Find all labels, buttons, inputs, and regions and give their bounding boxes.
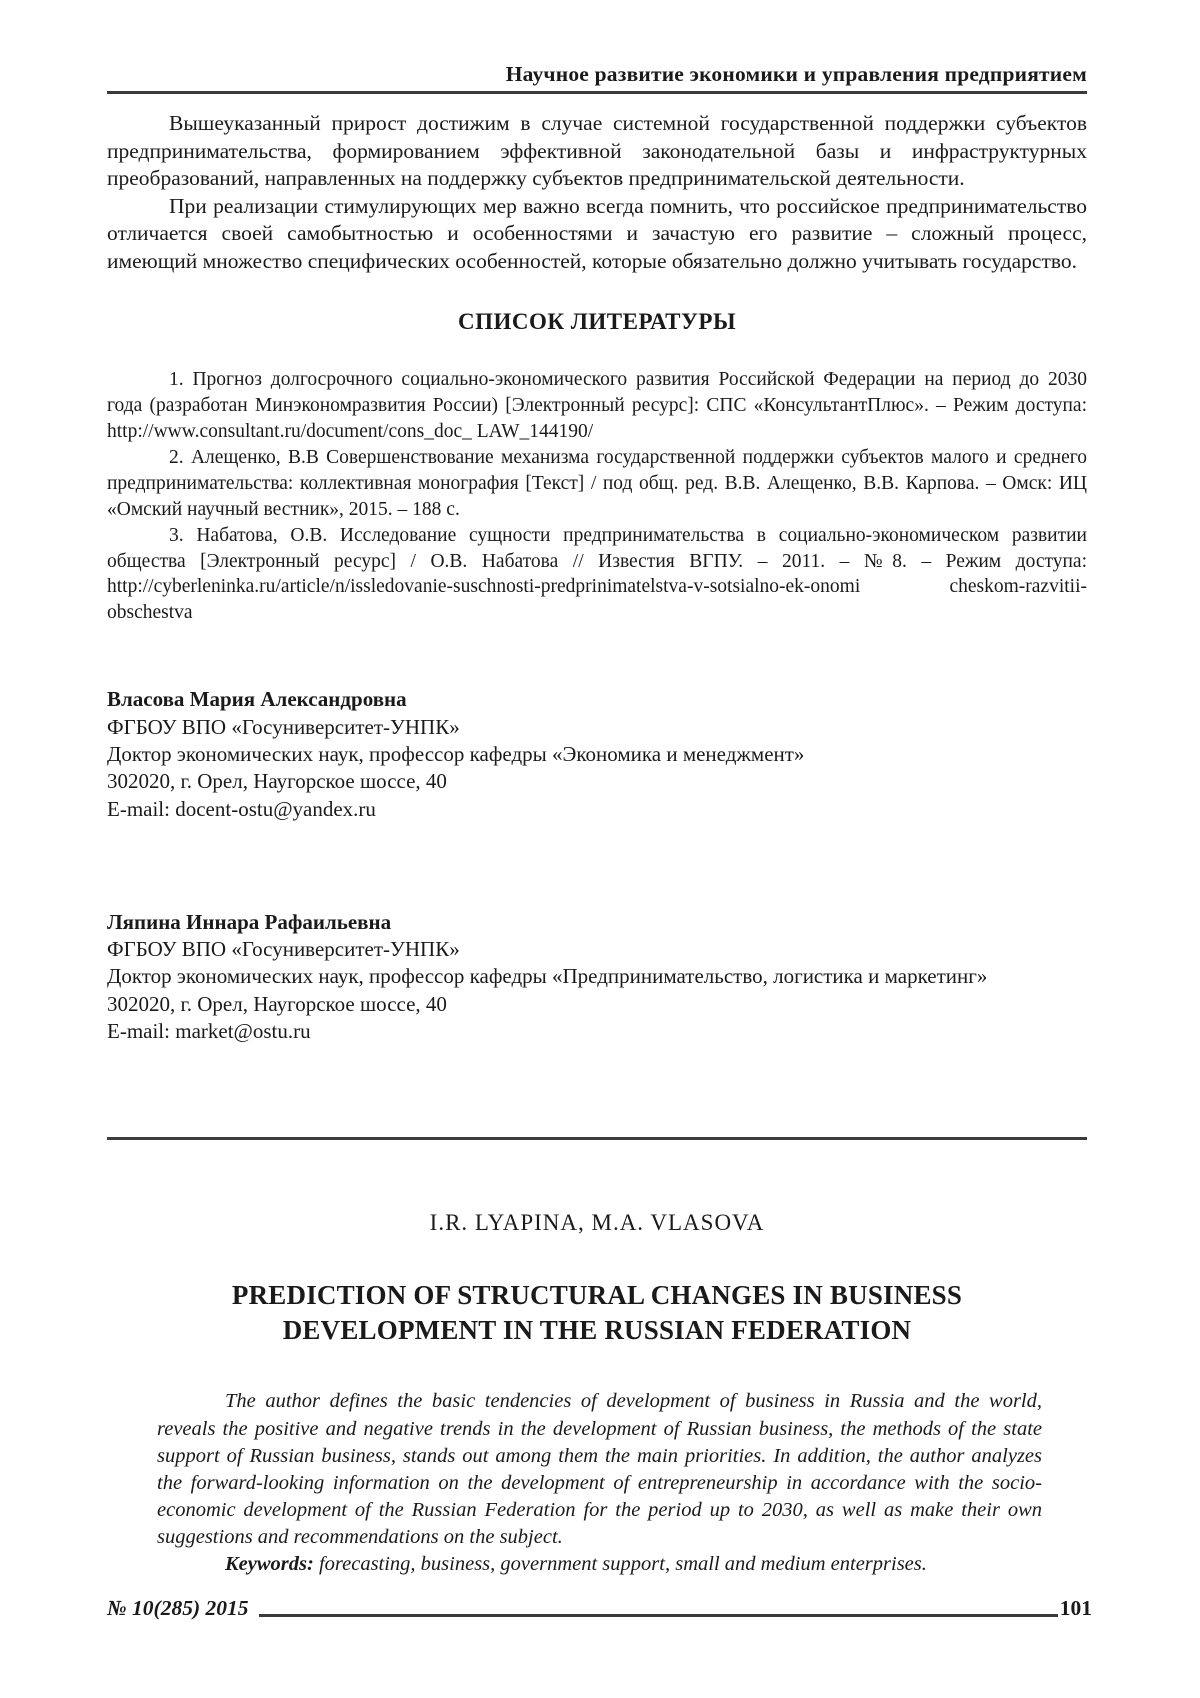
author-organization: ФГБОУ ВПО «Госуниверситет-УНПК» — [107, 714, 460, 739]
author-block-lyapina — [107, 909, 1087, 1045]
reference-item-3: 3. Набатова, О.В. Исследование сущности предпринимательства в социально-экономическом развитии общества [Электронный ресурс] / О.В. Набатова // Известия ВГПУ. – 2011. – №8. – Режим доступа: http://cyberleninka.ru/article/n/issledovanie-suschnosti-predprinimatelstva-v-sotsialno-ek-onomi cheskom-razvitii-obschestva — [107, 524, 1087, 624]
author-position: Доктор экономических наук, профессор кафедры «Предпринимательство, логистика и маркетинг» — [107, 964, 988, 989]
keywords-line — [157, 1551, 1042, 1578]
running-head-title: Научное развитие экономики и управления предприятием — [505, 62, 1087, 86]
author-name: Ляпина Иннара Рафаильевна — [107, 909, 392, 934]
article-title-english: PREDICTION OF STRUCTURAL CHANGES IN BUSINESS DEVELOPMENT IN THE RUSSIAN FEDERATION — [231, 1280, 963, 1346]
author-email: E-mail: market@ostu.ru — [107, 1018, 311, 1043]
author-address: 302020, г. Орел, Наугорское шоссе, 40 — [107, 769, 447, 794]
author-block-vlasova — [107, 686, 1087, 822]
body-paragraph-2: При реализации стимулирующих мер важно всегда помнить, что российское предпринимательство отличается своей самобытностью и особенностями и зачастую его развитие – сложный процесс, имеющий множество специфических особенностей, которые обязательно должно учитывать государство. — [107, 193, 1087, 273]
running-head — [107, 62, 1087, 94]
author-name: Власова Мария Александровна — [107, 687, 407, 712]
page-footer — [107, 1596, 1092, 1621]
author-organization: ФГБОУ ВПО «Госуниверситет-УНПК» — [107, 937, 460, 962]
keywords-text: forecasting, business, government support, small and medium enterprises. — [318, 1552, 927, 1575]
author-email: E-mail: docent-ostu@yandex.ru — [107, 796, 376, 821]
author-address: 302020, г. Орел, Наугорское шоссе, 40 — [107, 991, 447, 1016]
page-number: 101 — [1059, 1596, 1092, 1620]
reference-item-2: 2. Алещенко, В.В Совершенствование механизма государственной поддержки субъектов малого и среднего предпринимательства: коллективная монография [Текст] / под общ. ред. В.В. Алещенко, В.В. Карпова. – Омск: ИЦ «Омский научный вестник», 2015. – 188 с. — [107, 446, 1087, 520]
section-divider — [107, 1137, 1087, 1140]
reference-item-1: 1. Прогноз долгосрочного социально-экономического развития Российской Федерации на период до 2030 года (разработан Минэкономразвития России) [Электронный ресурс]: СПС «КонсультантПлюс». – Режим доступа: http://www.consultant.ru/document/cons_doc_ LAW_144190/ — [107, 369, 1087, 442]
english-authors-line: I.R. LYAPINA, M.A. VLASOVA — [429, 1210, 765, 1236]
footer-rule — [259, 1614, 1058, 1617]
abstract-text: The author defines the basic tendencies of development of business in Russia and the world, reveals the positive and negative trends in the development of Russian business, the methods of the state support of Russian business, stands out among them the main priorities. In addition, the author analyzes the forward-looking information on the development of entrepreneurship in accordance with the socio-economic development of the Russian Federation for the period up to 2030, as well as make their own suggestions and recommendations on the subject. — [157, 1390, 1042, 1548]
author-position: Доктор экономических наук, профессор кафедры «Экономика и менеджмент» — [107, 741, 805, 766]
references-heading: СПИСОК ЛИТЕРАТУРЫ — [457, 309, 737, 335]
body-paragraph-1: Вышеуказанный прирост достижим в случае системной государственной поддержки субъектов предпринимательства, формированием эффективной законодательной базы и инфраструктурных преобразований, направленных на поддержку субъектов предпринимательской деятельности. — [107, 111, 1087, 191]
page-content — [107, 62, 1087, 1578]
issue-number: № 10(285) 2015 — [107, 1596, 249, 1620]
abstract-block — [157, 1388, 1042, 1577]
keywords-label: Keywords: — [225, 1552, 314, 1575]
